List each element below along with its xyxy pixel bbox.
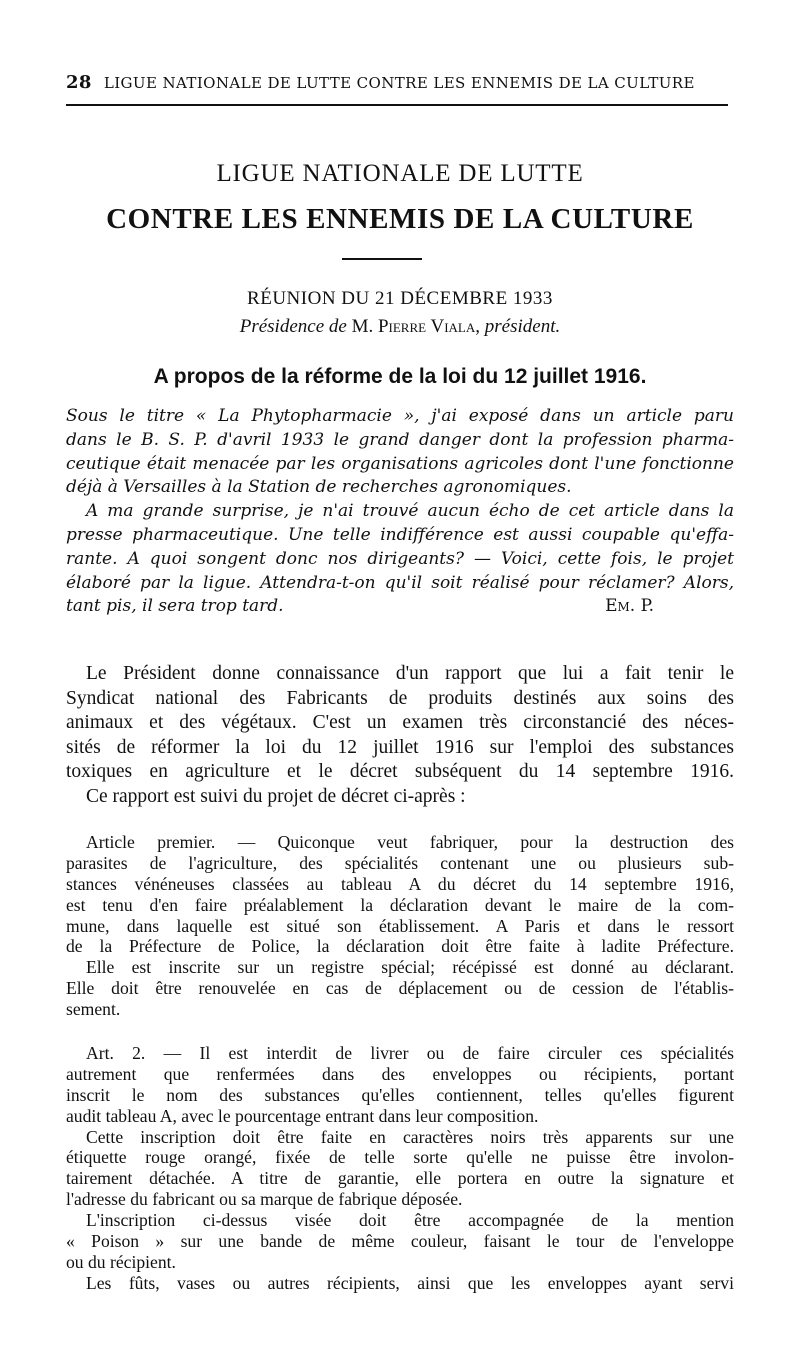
intro-line: presse pharmaceutique. Une telle indifférence est aussi coupable qu'effa- <box>66 524 734 545</box>
article-2-line: ou du récipient. <box>66 1251 176 1272</box>
author-signature: Em. P. <box>605 596 654 617</box>
report-paragraph <box>66 662 734 810</box>
presidence-prefix: Présidence de <box>239 316 347 337</box>
article-1-line: stances vénéneuses classées au tableau A du décret du 14 septembre 1916, <box>66 873 734 894</box>
report-line: toxiques en agriculture et le décret subséquent du 14 septembre 1916. <box>66 761 734 783</box>
intro-last-line <box>66 595 734 619</box>
intro-line: déjà à Versailles à la Station de recherches agronomiques. <box>66 477 572 498</box>
page-number: 28 <box>66 72 92 93</box>
running-head-title: LIGUE NATIONALE DE LUTTE CONTRE LES ENNEMIS DE LA CULTURE <box>103 74 695 92</box>
article-1-line: Article premier. — Quiconque veut fabriquer, pour la destruction des <box>86 832 734 852</box>
intro-line: élaboré par la ligue. Attendra-t-on qu'il soit réalisé pour réclamer? Alors, <box>66 572 734 593</box>
article-2-line: L'inscription ci-dessus visée doit être accompagnée de la mention <box>86 1210 734 1231</box>
president-title: président. <box>484 316 561 337</box>
header-rule <box>66 104 728 106</box>
article-1-line: sement. <box>66 999 121 1020</box>
article-2-line: Cette inscription doit être faite en caractères noirs très apparents sur une <box>86 1126 734 1147</box>
subject-heading: A propos de la réforme de la loi du 12 juillet 1916. <box>153 365 647 388</box>
article-2-line: l'adresse du fabricant ou sa marque de fabrique déposée. <box>66 1189 463 1210</box>
intro-line: rante. A quoi songent donc nos dirigeants? — Voici, cette fois, le projet <box>66 548 734 569</box>
article-2-line: autrement que renfermées dans des enveloppes ou récipients, portant <box>66 1063 734 1084</box>
intro-line: A ma grande surprise, je n'ai trouvé aucun écho de cet article dans la <box>86 501 734 522</box>
report-line: Syndicat national des Fabricants de produits destinés aux soins des <box>66 687 734 709</box>
article-1-line: est tenu d'en faire préalablement la déclaration devant le maire de la com- <box>66 894 734 915</box>
article-2 <box>66 1043 734 1294</box>
article-1-line: de la Préfecture de Police, la déclaration doit être faite à ladite Préfecture. <box>66 936 734 957</box>
presidence-line <box>0 316 800 338</box>
intro-line: tant pis, il sera trop tard. <box>66 596 284 617</box>
article-2-line: tairement détachée. A titre de garantie, elle portera en outre la signature et <box>66 1168 734 1189</box>
heading-line-1: LIGUE NATIONALE DE LUTTE <box>216 160 584 187</box>
article-2-line: étiquette rouge orangé, fixée de telle sorte qu'elle ne puisse être involon- <box>66 1147 734 1168</box>
article-1-line: parasites de l'agriculture, des spécialités contenant une ou plusieurs sub- <box>66 852 734 873</box>
report-line: Le Président donne connaissance d'un rapport que lui a fait tenir le <box>86 663 734 684</box>
article-1-line: Elle doit être renouvelée en cas de déplacement ou de cession de l'établis- <box>66 978 734 999</box>
report-line: animaux et des végétaux. C'est un examen très circonstancié des néces- <box>66 712 734 734</box>
section-divider <box>342 258 422 260</box>
article-2-line: inscrit le nom des substances qu'elles contiennent, telles qu'elles figurent <box>66 1084 734 1105</box>
meeting-date: RÉUNION DU 21 DÉCEMBRE 1933 <box>247 288 553 309</box>
article-1 <box>66 832 734 1020</box>
intro-line: dans le B. S. P. d'avril 1933 le grand danger dont la profession pharma- <box>66 429 734 450</box>
article-2-line: Art. 2. — Il est interdit de livrer ou de faire circuler ces spécialités <box>86 1043 734 1063</box>
intro-line: ceutique était menacée par les organisations agricoles dont l'une fonctionne <box>66 453 734 474</box>
running-head <box>66 72 728 96</box>
president-name: M. Pierre Viala, <box>351 316 481 337</box>
article-2-line: « Poison » sur une bande de même couleur, faisant le tour de l'enveloppe <box>66 1231 734 1252</box>
intro-line: Sous le titre « La Phytopharmacie », j'ai exposé dans un article paru <box>66 406 734 426</box>
article-1-line: Elle est inscrite sur un registre spécial; récépissé est donné au déclarant. <box>86 957 734 978</box>
article-2-line: Les fûts, vases ou autres récipients, ainsi que les enveloppes ayant servi <box>86 1272 734 1293</box>
article-1-line: mune, dans laquelle est situé son établissement. A Paris et dans le ressort <box>66 915 734 936</box>
report-line: sités de réformer la loi du 12 juillet 1916 sur l'emploi des substances <box>66 736 734 758</box>
heading-line-2: CONTRE LES ENNEMIS DE LA CULTURE <box>106 203 694 235</box>
intro-paragraph <box>66 405 734 619</box>
article-2-line: audit tableau A, avec le pourcentage entrant dans leur composition. <box>66 1105 539 1126</box>
report-line: Ce rapport est suivi du projet de décret ci-après : <box>86 785 466 807</box>
